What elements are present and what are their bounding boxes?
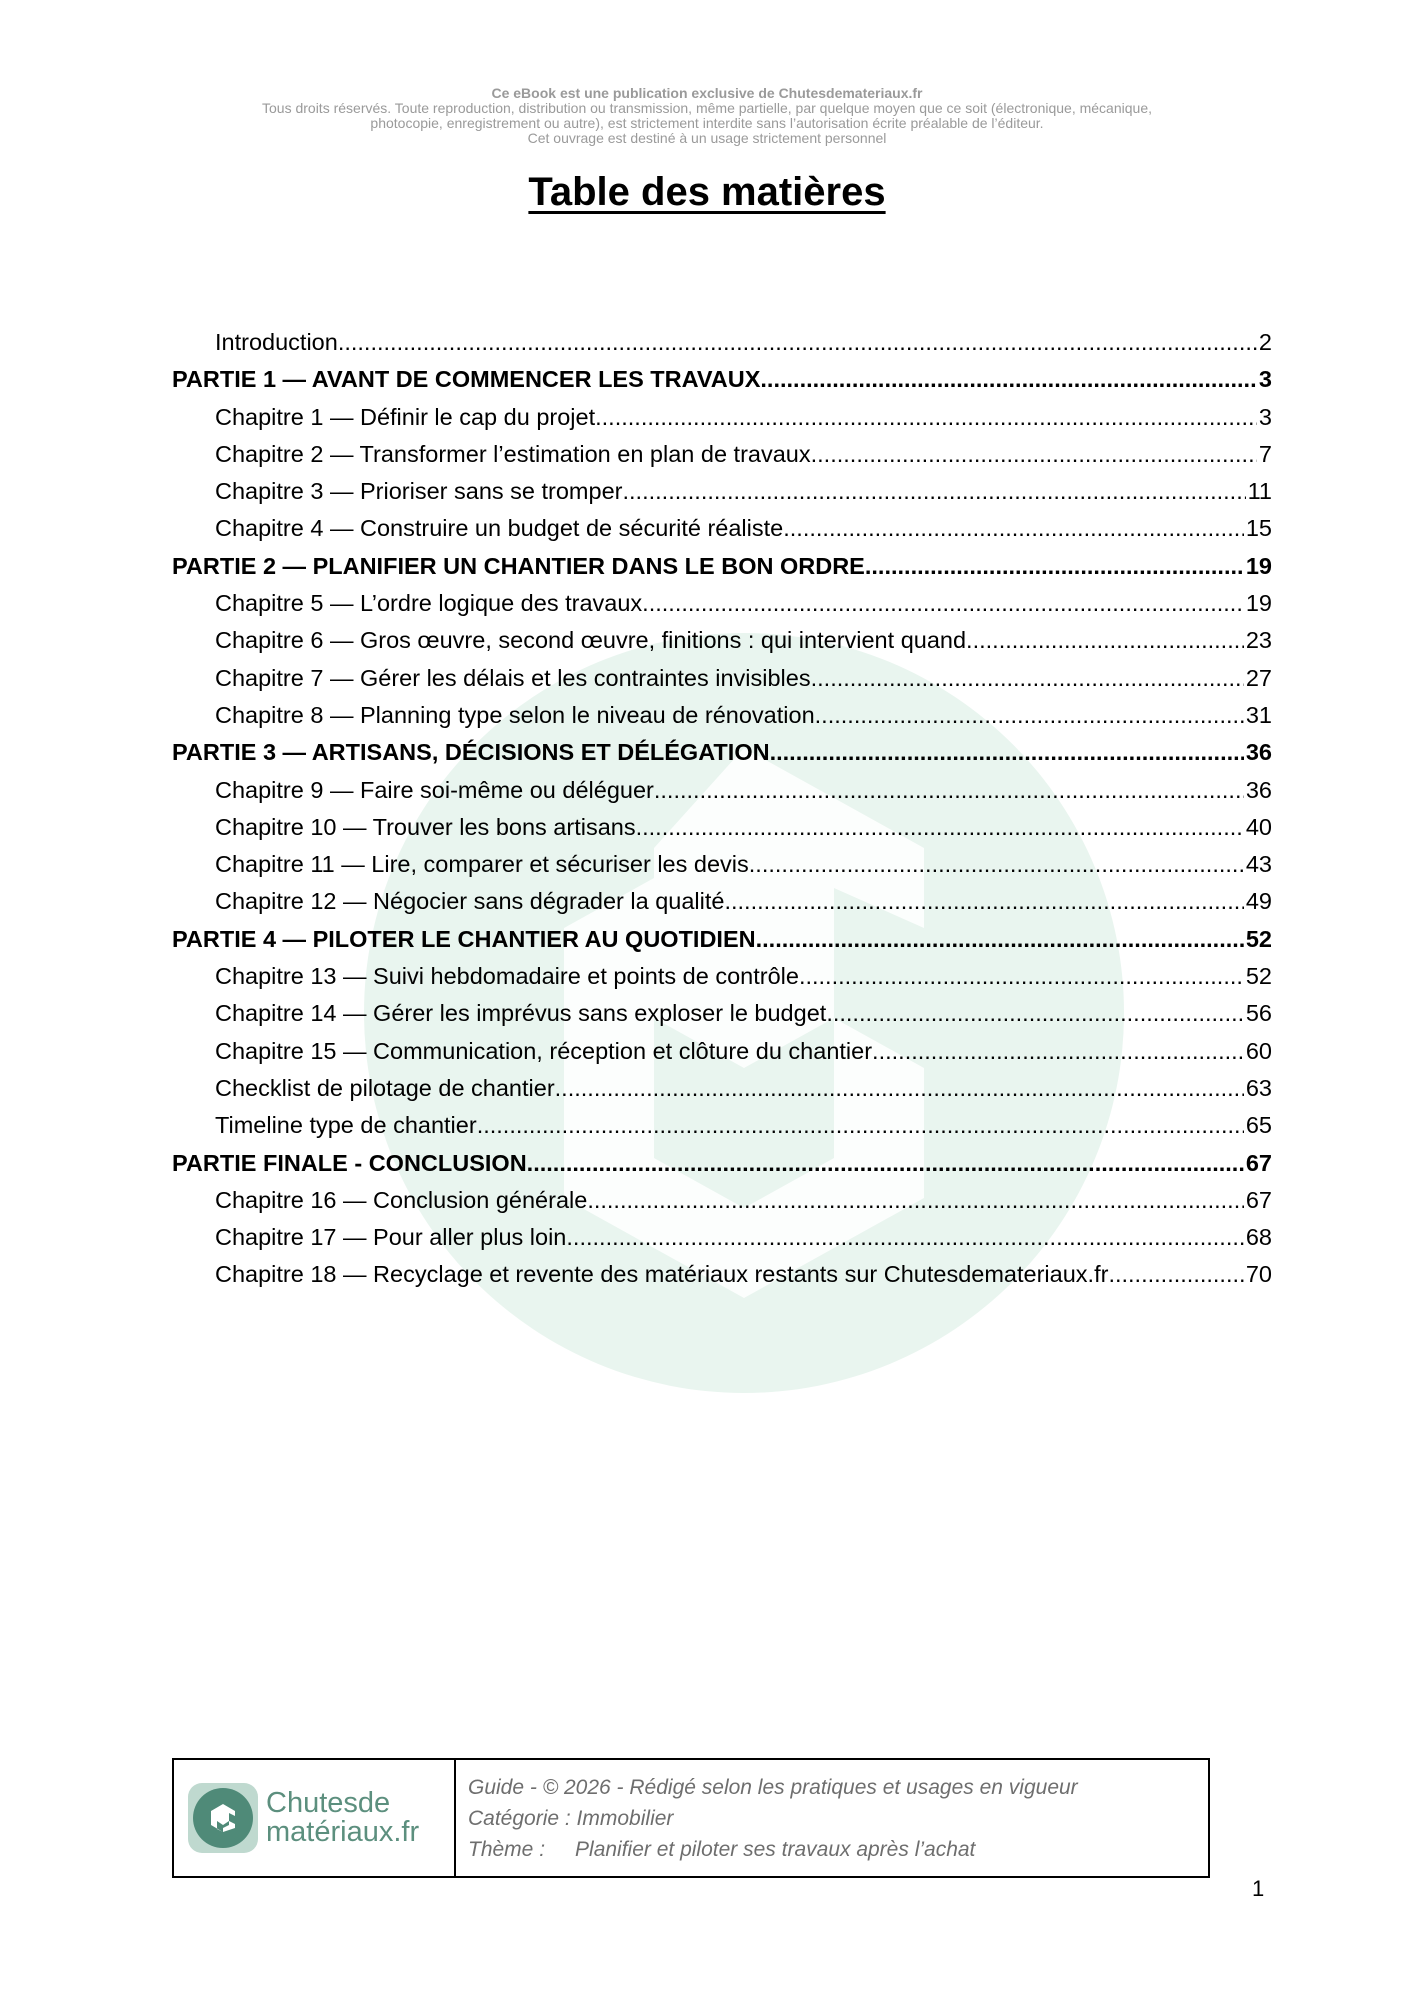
toc-entry-page: 49 [1245,888,1272,915]
toc-entry-page: 19 [1245,552,1272,579]
toc-entry-label: Chapitre 7 — Gérer les délais et les contraintes invisibles [215,664,811,691]
toc-entry-page: 52 [1245,963,1272,990]
toc-chapter-entry[interactable] [172,851,1272,888]
category-line: Catégorie : Immobilier [468,1807,674,1830]
toc-part-entry[interactable] [172,739,1272,776]
dot-leader [724,888,1243,915]
toc-entry-label: Chapitre 10 — Trouver les bons artisans [215,813,636,840]
toc-entry-page: 52 [1245,925,1272,952]
brand-logo [174,1760,456,1876]
dot-leader [966,627,1244,654]
dot-leader [815,702,1244,729]
toc-part-entry[interactable] [172,1150,1272,1187]
dot-leader [587,1187,1244,1214]
toc-chapter-entry[interactable] [172,702,1272,739]
dot-leader [760,366,1257,393]
theme-value: Planifier et piloter ses travaux après l’achat [575,1838,976,1861]
toc-entry-label: Chapitre 13 — Suivi hebdomadaire et points de contrôle [215,963,799,990]
toc-entry-label: PARTIE 2 — PLANIFIER UN CHANTIER DANS LE BON ORDRE [172,552,865,579]
toc-chapter-entry[interactable] [172,1000,1272,1037]
toc-chapter-entry[interactable] [172,1187,1272,1224]
logo-line-1: Chutesde [266,1787,391,1819]
notice-line-4: Cet ouvrage est destiné à un usage strictement personnel [527,130,887,146]
toc-chapter-entry[interactable] [172,1261,1272,1298]
theme-label: Thème : [468,1838,546,1861]
toc-entry-label: PARTIE 4 — PILOTER LE CHANTIER AU QUOTIDIEN [172,925,756,952]
toc-entry-page: 56 [1245,1000,1272,1027]
toc-entry-label: Chapitre 5 — L’ordre logique des travaux [215,590,643,617]
toc-entry-label: Chapitre 11 — Lire, comparer et sécuriser les devis [215,851,749,878]
toc-chapter-entry[interactable] [172,404,1272,441]
dot-leader [642,590,1244,617]
toc-entry-label: PARTIE 3 — ARTISANS, DÉCISIONS ET DÉLÉGATION [172,739,770,766]
dot-leader [756,926,1244,953]
toc-entry-page: 27 [1245,664,1272,691]
dot-leader [654,777,1244,804]
dot-leader [338,329,1257,356]
toc-entry-page: 31 [1245,701,1272,728]
logo-mark-icon [188,1783,258,1853]
toc-part-entry[interactable] [172,553,1272,590]
toc-entry-label: Chapitre 14 — Gérer les imprévus sans exploser le budget [215,1000,827,1027]
toc-chapter-entry[interactable] [172,1038,1272,1075]
toc-chapter-entry[interactable] [172,478,1272,515]
toc-entry-label: Chapitre 4 — Construire un budget de sécurité réaliste [215,515,784,542]
footer-info [456,1760,1090,1876]
logo-text [266,1789,419,1847]
toc-chapter-entry[interactable] [172,1224,1272,1261]
toc-entry-page: 7 [1258,440,1272,467]
dot-leader [636,814,1244,841]
table-of-contents [172,329,1272,1299]
toc-entry-label: PARTIE 1 — AVANT DE COMMENCER LES TRAVAUX [172,366,761,393]
dot-leader [555,1075,1244,1102]
dot-leader [783,515,1244,542]
toc-entry-label: Chapitre 17 — Pour aller plus loin [215,1224,567,1251]
toc-entry-page: 11 [1247,478,1272,505]
dot-leader [811,441,1257,468]
notice-line-2: Tous droits réservés. Toute reproduction, distribution ou transmission, même partielle, par quelque moyen que ce soit (électronique, mécanique, [262,100,1152,116]
toc-entry-label: Introduction [215,329,338,355]
toc-entry-label: Timeline type de chantier [215,1112,477,1139]
toc-entry-page: 70 [1245,1261,1272,1288]
toc-part-entry[interactable] [172,366,1272,403]
toc-entry-label: Chapitre 3 — Prioriser sans se tromper [215,478,623,505]
toc-entry-page: 23 [1245,627,1272,654]
dot-leader [622,478,1245,505]
toc-chapter-entry[interactable] [172,515,1272,552]
toc-entry-page: 65 [1245,1112,1272,1139]
toc-entry-label: Chapitre 2 — Transformer l’estimation en plan de travaux [215,440,811,467]
toc-entry-label: Chapitre 12 — Négocier sans dégrader la qualité [215,888,725,915]
toc-entry-label: Chapitre 8 — Planning type selon le niveau de rénovation [215,701,815,728]
theme-line [468,1834,1078,1865]
toc-chapter-entry[interactable] [172,441,1272,478]
toc-chapter-entry[interactable] [172,1075,1272,1112]
toc-entry-page: 36 [1245,739,1272,766]
dot-leader [865,553,1244,580]
dot-leader [595,404,1257,431]
dot-leader [1108,1261,1243,1288]
dot-leader [566,1224,1243,1251]
toc-entry-page: 36 [1245,776,1272,803]
dot-leader [527,1150,1244,1177]
footer-box [172,1758,1210,1878]
toc-entry-label: Chapitre 15 — Communication, réception et clôture du chantier [215,1037,873,1064]
notice-line-1: Ce eBook est une publication exclusive de Chutesdemateriaux.fr [491,85,923,101]
toc-chapter-entry[interactable] [172,777,1272,814]
guide-line: Guide - © 2026 - Rédigé selon les pratiques et usages en vigueur [468,1776,1078,1799]
toc-entry-page: 67 [1245,1149,1272,1176]
toc-entry-label: Checklist de pilotage de chantier [215,1074,555,1101]
toc-chapter-entry[interactable] [172,814,1272,851]
toc-chapter-entry[interactable] [172,963,1272,1000]
toc-entry-page: 3 [1258,366,1272,393]
toc-entry-page: 2 [1258,329,1272,355]
dot-leader [477,1112,1244,1139]
dot-leader [872,1038,1244,1065]
page-number: 1 [1252,1876,1265,1901]
toc-chapter-entry[interactable] [172,590,1272,627]
toc-entry-page: 15 [1245,515,1272,542]
toc-entry-label: PARTIE FINALE - CONCLUSION [172,1149,527,1176]
logo-line-2: matériaux.fr [266,1816,420,1848]
toc-entry-page: 43 [1245,851,1272,878]
toc-entry-label: Chapitre 18 — Recyclage et revente des matériaux restants sur Chutesdemateriaux.fr [215,1261,1109,1288]
toc-entry-label: Chapitre 1 — Définir le cap du projet [215,403,596,430]
dot-leader [811,665,1244,692]
toc-entry-page: 63 [1245,1074,1272,1101]
toc-part-entry[interactable] [172,926,1272,963]
toc-chapter-entry[interactable] [172,627,1272,664]
toc-entry-page: 60 [1245,1037,1272,1064]
toc-chapter-entry[interactable] [172,665,1272,702]
toc-chapter-entry[interactable] [172,1112,1272,1149]
dot-leader [799,963,1244,990]
toc-entry-label: Chapitre 16 — Conclusion générale [215,1186,588,1213]
dot-leader [770,739,1244,766]
toc-entry-page: 40 [1245,813,1272,840]
notice-line-3: photocopie, enregistrement ou autre), est strictement interdite sans l’autorisation écrite préalable de l’éditeur. [370,115,1044,131]
dot-leader [826,1000,1244,1027]
page-title: Table des matières [528,170,886,214]
toc-entry-page: 3 [1258,403,1272,430]
toc-chapter-entry[interactable] [172,888,1272,925]
toc-entry-label: Chapitre 9 — Faire soi-même ou déléguer [215,776,654,803]
dot-leader [749,851,1244,878]
toc-entry-page: 67 [1245,1186,1272,1213]
toc-entry-page: 19 [1245,590,1272,617]
copyright-notice [0,86,1414,146]
toc-chapter-entry[interactable] [172,329,1272,366]
toc-entry-page: 68 [1245,1224,1272,1251]
toc-entry-label: Chapitre 6 — Gros œuvre, second œuvre, finitions : qui intervient quand [215,627,967,654]
